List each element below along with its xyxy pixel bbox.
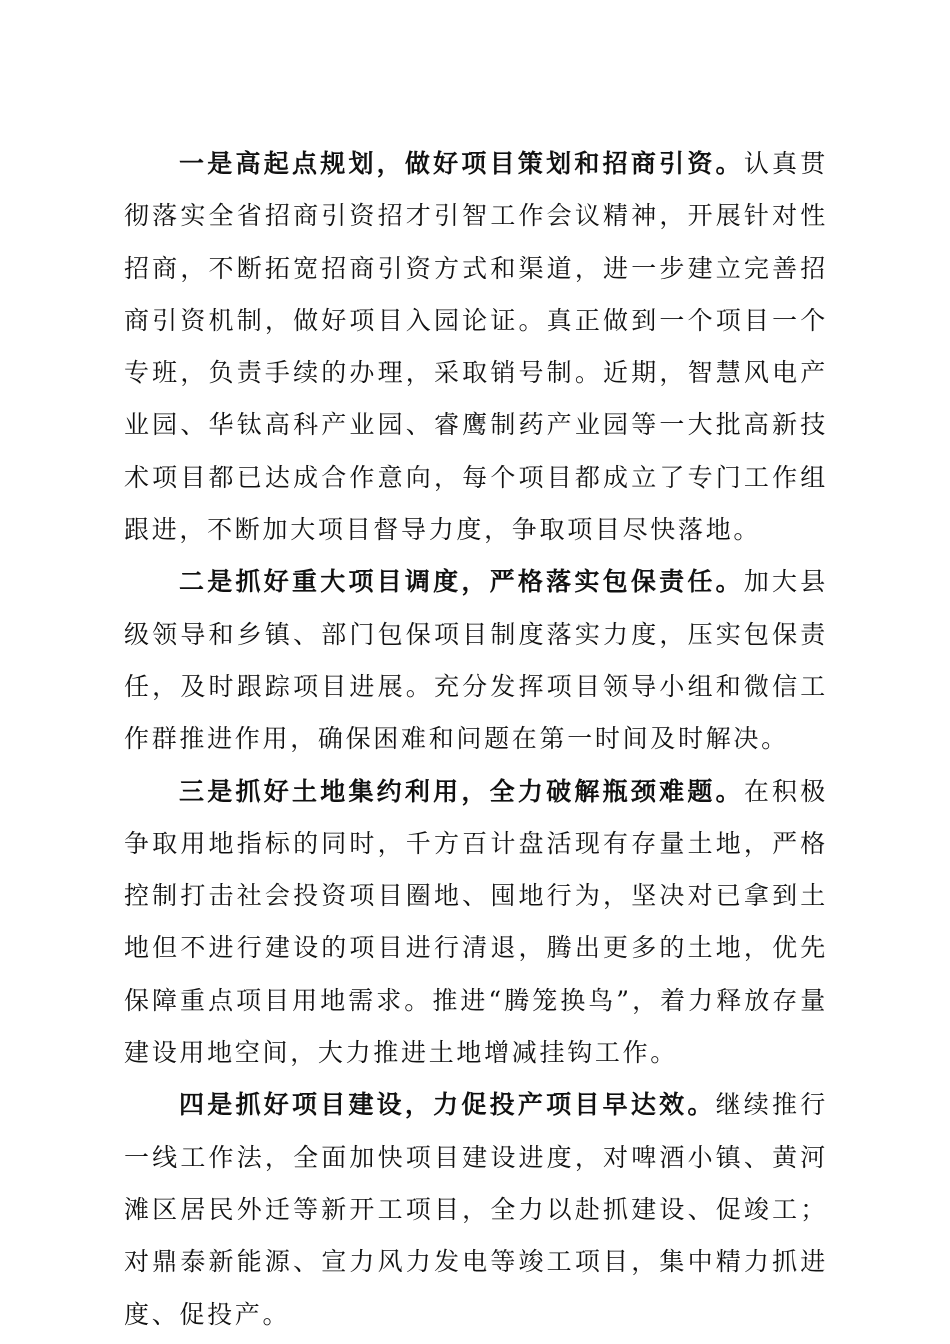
paragraph-1-text: 认真贯彻落实全省招商引资招才引智工作会议精神，开展针对性招商，不断拓宽招商引资方式和渠道，进一步建立完善招商引资机制，做好项目入园论证。真正做到一个项目一个专班，负责手续的办理，采取销号制。近期，智慧风电产业园、华钛高科产业园、睿鹰制药产业园等一大批高新技术项目都已达成合作意向，每个项目都成立了专门工作组跟进，不断加大项目督导力度，争取项目尽快落地。: [124, 149, 828, 545]
paragraph-4-heading: 四是抓好项目建设，力促投产项目早达效。: [179, 1090, 716, 1120]
paragraph-2-heading: 二是抓好重大项目调度，严格落实包保责任。: [179, 567, 744, 597]
paragraph-2: [124, 556, 828, 765]
document-body: [124, 138, 828, 1341]
paragraph-3: [124, 766, 828, 1080]
paragraph-3-text: 在积极争取用地指标的同时，千方百计盘活现有存量土地，严格控制打击社会投资项目圈地、囤地行为，坚决对已拿到土地但不进行建设的项目进行清退，腾出更多的土地，优先保障重点项目用地需求。推进“腾笼换鸟”，着力释放存量建设用地空间，大力推进土地增减挂钩工作。: [124, 776, 828, 1068]
paragraph-4-text: 继续推行一线工作法，全面加快项目建设进度，对啤酒小镇、黄河滩区居民外迁等新开工项目，全力以赴抓建设、促竣工；对鼎泰新能源、宣力风力发电等竣工项目，集中精力抓进度、促投产。: [124, 1090, 828, 1329]
paragraph-3-heading: 三是抓好土地集约利用，全力破解瓶颈难题。: [179, 776, 744, 806]
paragraph-4: [124, 1079, 828, 1340]
paragraph-1-heading: 一是高起点规划，做好项目策划和招商引资。: [179, 149, 744, 178]
paragraph-2-text: 加大县级领导和乡镇、部门包保项目制度落实力度，压实包保责任，及时跟踪项目进展。充分发挥项目领导小组和微信工作群推进作用，确保困难和问题在第一时间及时解决。: [124, 567, 828, 754]
paragraph-1: [124, 138, 828, 556]
